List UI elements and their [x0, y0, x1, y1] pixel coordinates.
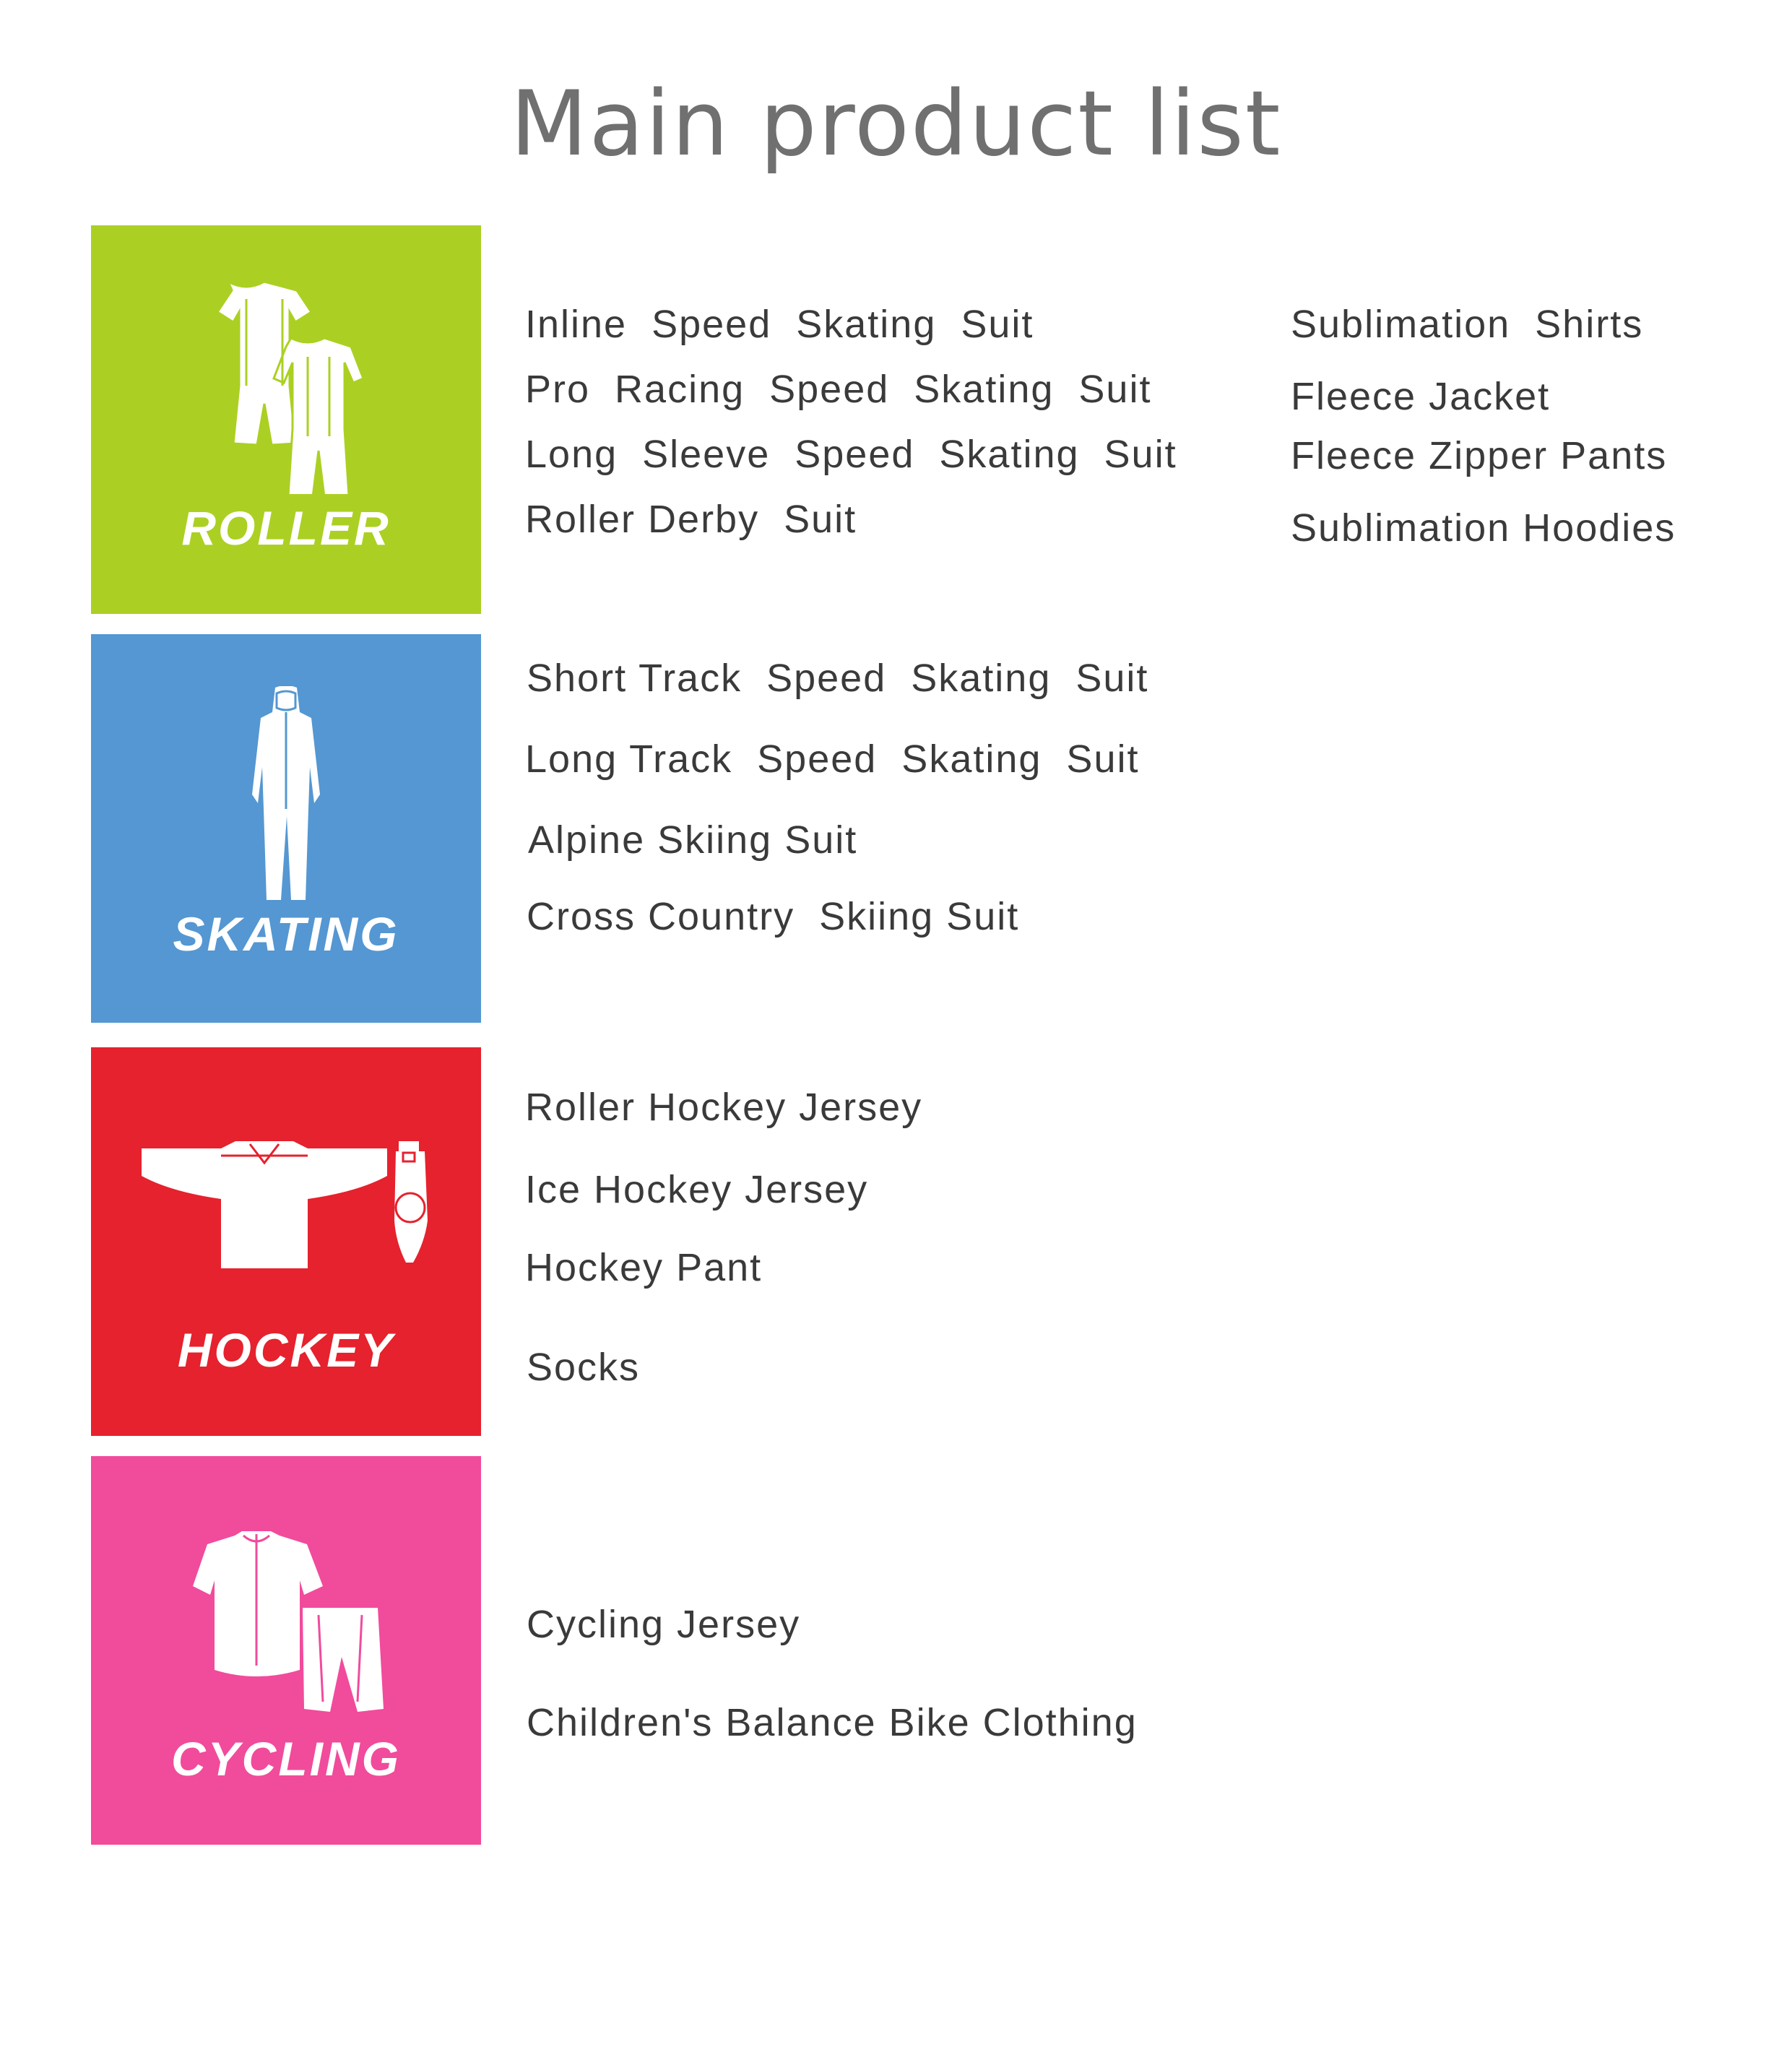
product-item[interactable]: Fleece Zipper Pants — [1291, 434, 1668, 477]
product-item[interactable]: Ice Hockey Jersey — [525, 1168, 869, 1211]
cycling-kit-icon — [189, 1528, 384, 1716]
hockey-tile[interactable] — [91, 1047, 481, 1436]
tile-label-roller: ROLLER — [181, 501, 391, 555]
hockey-jersey-icon — [142, 1141, 438, 1271]
tile-label-skating: SKATING — [173, 907, 399, 961]
product-item[interactable]: Children's Balance Bike Clothing — [527, 1701, 1138, 1744]
product-item[interactable]: Cycling Jersey — [527, 1603, 801, 1646]
product-item[interactable]: Short Track Speed Skating Suit — [527, 657, 1149, 700]
skating-suits-icon — [174, 277, 391, 494]
cycling-tile[interactable] — [91, 1456, 481, 1845]
product-item[interactable]: Pro Racing Speed Skating Suit — [525, 368, 1152, 411]
product-item[interactable]: Fleece Jacket — [1291, 375, 1551, 418]
product-item[interactable]: Long Track Speed Skating Suit — [525, 737, 1140, 781]
skating-tile[interactable] — [91, 634, 481, 1023]
product-item[interactable]: Hockey Pant — [525, 1246, 763, 1289]
product-item[interactable]: Sublimation Hoodies — [1291, 506, 1676, 550]
roller-tile[interactable] — [91, 225, 481, 614]
product-item[interactable]: Sublimation Shirts — [1291, 303, 1644, 346]
product-item[interactable]: Roller Hockey Jersey — [525, 1086, 923, 1129]
product-item[interactable]: Cross Country Skiing Suit — [527, 895, 1020, 938]
hooded-skinsuit-icon — [239, 686, 333, 903]
product-item[interactable]: Inline Speed Skating Suit — [525, 303, 1034, 346]
tile-label-hockey: HOCKEY — [177, 1323, 395, 1377]
product-item[interactable]: Roller Derby Suit — [525, 498, 857, 541]
product-item[interactable]: Long Sleeve Speed Skating Suit — [525, 433, 1177, 476]
product-item[interactable]: Alpine Skiing Suit — [528, 818, 858, 862]
tile-label-cycling: CYCLING — [171, 1732, 401, 1785]
product-item[interactable]: Socks — [527, 1346, 641, 1389]
page-title: Main product list — [510, 72, 1282, 176]
